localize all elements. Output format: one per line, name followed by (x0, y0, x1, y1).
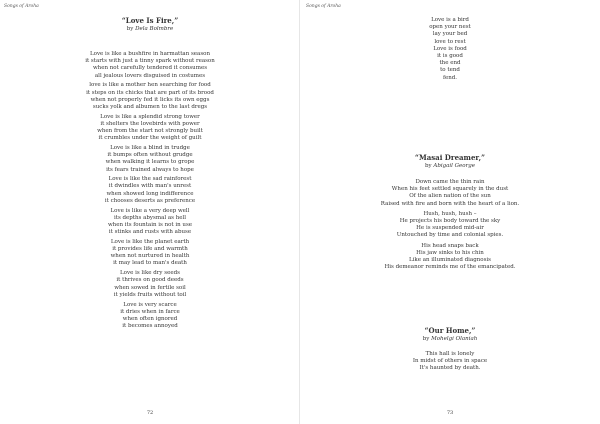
stanza (300, 211, 600, 240)
poem-body (0, 51, 300, 330)
verse-line: Love is food (433, 45, 467, 52)
verse-line: when its fountain is not in use (107, 221, 193, 228)
poem3-title: “Our Home,” (424, 326, 476, 335)
verse-line: He is suspended mid-air (416, 225, 484, 232)
verse-line: In midst of others in space (412, 358, 488, 365)
right-page (300, 0, 600, 424)
verse-line: Like an illuminated diagnosis (408, 257, 491, 264)
page-number: 73 (446, 410, 454, 416)
verse-line: This hall is lonely (425, 351, 475, 357)
verse-line: its fears trained always to hope (106, 166, 194, 173)
verse-line: it bumps often without grudge (107, 152, 193, 159)
poem2-header (300, 153, 600, 170)
verse-line: when sowed in fertile soil (114, 284, 186, 291)
running-head: Songs of Aroha (4, 4, 39, 9)
stanza (0, 270, 300, 299)
stanza (0, 145, 300, 174)
verse-line: when not carefully tendered it consumes (92, 65, 208, 72)
verse-line: Love is like the sad rainforest (108, 176, 192, 183)
verse-line: Love is very scarce (123, 301, 177, 308)
verse-line: Hush, hush, hush – (423, 210, 477, 217)
poem3-header (300, 326, 600, 343)
verse-line: Love is like a bushfire in harmattan season (89, 51, 211, 57)
verse-line: all jealous lovers disguised in costumes (94, 72, 206, 79)
by-label: by (424, 163, 432, 169)
stanza (0, 176, 300, 205)
verse-line: it chooses deserts as preference (104, 197, 196, 204)
verse-line: sucks yolk and albumen to the last dregs (92, 103, 208, 110)
poem2-byline (300, 162, 600, 170)
stanza (0, 239, 300, 268)
poem-continuation (300, 17, 600, 82)
running-head: Songs of Aroha (306, 4, 341, 9)
verse-line: when from the start not strongly built (97, 128, 203, 135)
stanza (300, 243, 600, 272)
verse-line: His jaw sinks to his chin (416, 249, 484, 256)
poem3-author: Mohelgi Olaniah (431, 336, 478, 342)
verse-line: it stinks and rusts with abuse (108, 229, 192, 236)
stanza (300, 351, 600, 373)
stanza (0, 302, 300, 331)
verse-line: Love is like the planet earth (110, 238, 190, 245)
poem2-author: Abigail George (433, 163, 476, 169)
verse-line: it dries when in farce (120, 308, 180, 315)
verse-line: it becomes annoyed (122, 323, 178, 330)
verse-line: He projects his body toward the sky (399, 218, 501, 225)
verse-line: love is like a mother hen searching for food (89, 82, 211, 89)
verse-line: it thrives on good deeds (116, 277, 184, 284)
verse-line: Love is like a blind in trudge (110, 144, 190, 151)
verse-line: it steps on its chicks that are part of its brood (86, 89, 214, 96)
verse-line: His head snaps back (421, 242, 479, 249)
poem2-title: “Masai Dreamer,” (414, 153, 486, 162)
poem3-byline (300, 335, 600, 343)
by-label: by (126, 26, 134, 32)
verse-line: When his feet settled squarely in the dust (391, 186, 509, 193)
verse-line: when walking it learns to grope (105, 159, 195, 166)
verse-line: its depths abysmal as hell (113, 214, 187, 221)
verse-line: Love is a bird (431, 17, 469, 23)
verse-line: Of the alien nation of the sun (409, 193, 491, 200)
poem3-body (300, 351, 600, 373)
verse-line: it dwindles with man's unrest (108, 183, 192, 190)
verse-line: It's haunted by death. (419, 365, 481, 372)
poem-title: “Love Is Fire,” (121, 16, 179, 25)
verse-line: Love is like dry seeds (120, 270, 180, 277)
by-label: by (422, 336, 430, 342)
stanza (0, 82, 300, 111)
stanza (0, 51, 300, 80)
verse-line: the end (439, 60, 461, 67)
poem-byline (0, 25, 300, 33)
verse-line: when showed long indifference (106, 190, 194, 197)
verse-line: it is good (437, 53, 463, 60)
verse-line: open your nest (429, 24, 471, 31)
verse-line: it starts with just a tinny spark without reason (85, 58, 215, 65)
verse-line: when not properly fed it licks its own eggs (90, 96, 210, 103)
poem2-body (300, 179, 600, 271)
verse-line: when often ignored (122, 315, 178, 322)
stanza (0, 208, 300, 237)
verse-line: to tend (440, 67, 460, 74)
verse-line: Love is like a splendid strong tower (100, 113, 200, 120)
verse-line: love to rest (434, 38, 466, 45)
verse-line: lay your bed (432, 31, 468, 38)
verse-line: it provides life and warmth (112, 246, 188, 253)
verse-line: Down came the thin rain (415, 179, 485, 185)
poem-header (0, 16, 300, 33)
verse-line: Love is like a very deep well (110, 207, 190, 214)
verse-line: Untouched by time and colonial spies. (396, 232, 504, 239)
verse-line: when not nurtured in health (110, 253, 190, 260)
page-number: 72 (146, 410, 154, 416)
verse-line: it yields fruits without toil (113, 291, 187, 298)
poem-author: Dela Bolmbre (135, 26, 174, 32)
verse-line: Raised with fire and born with the heart of a lion. (380, 200, 520, 207)
stanza (0, 114, 300, 143)
verse-line: fend. (442, 74, 458, 81)
verse-line: His demeanor reminds me of the emancipated. (384, 264, 516, 271)
verse-line: it may lead to man's death (113, 260, 187, 267)
verse-line: it shelters the lovebirds with power (100, 120, 200, 127)
stanza (300, 179, 600, 208)
verse-line: it crumbles under the weight of guilt (98, 135, 202, 142)
